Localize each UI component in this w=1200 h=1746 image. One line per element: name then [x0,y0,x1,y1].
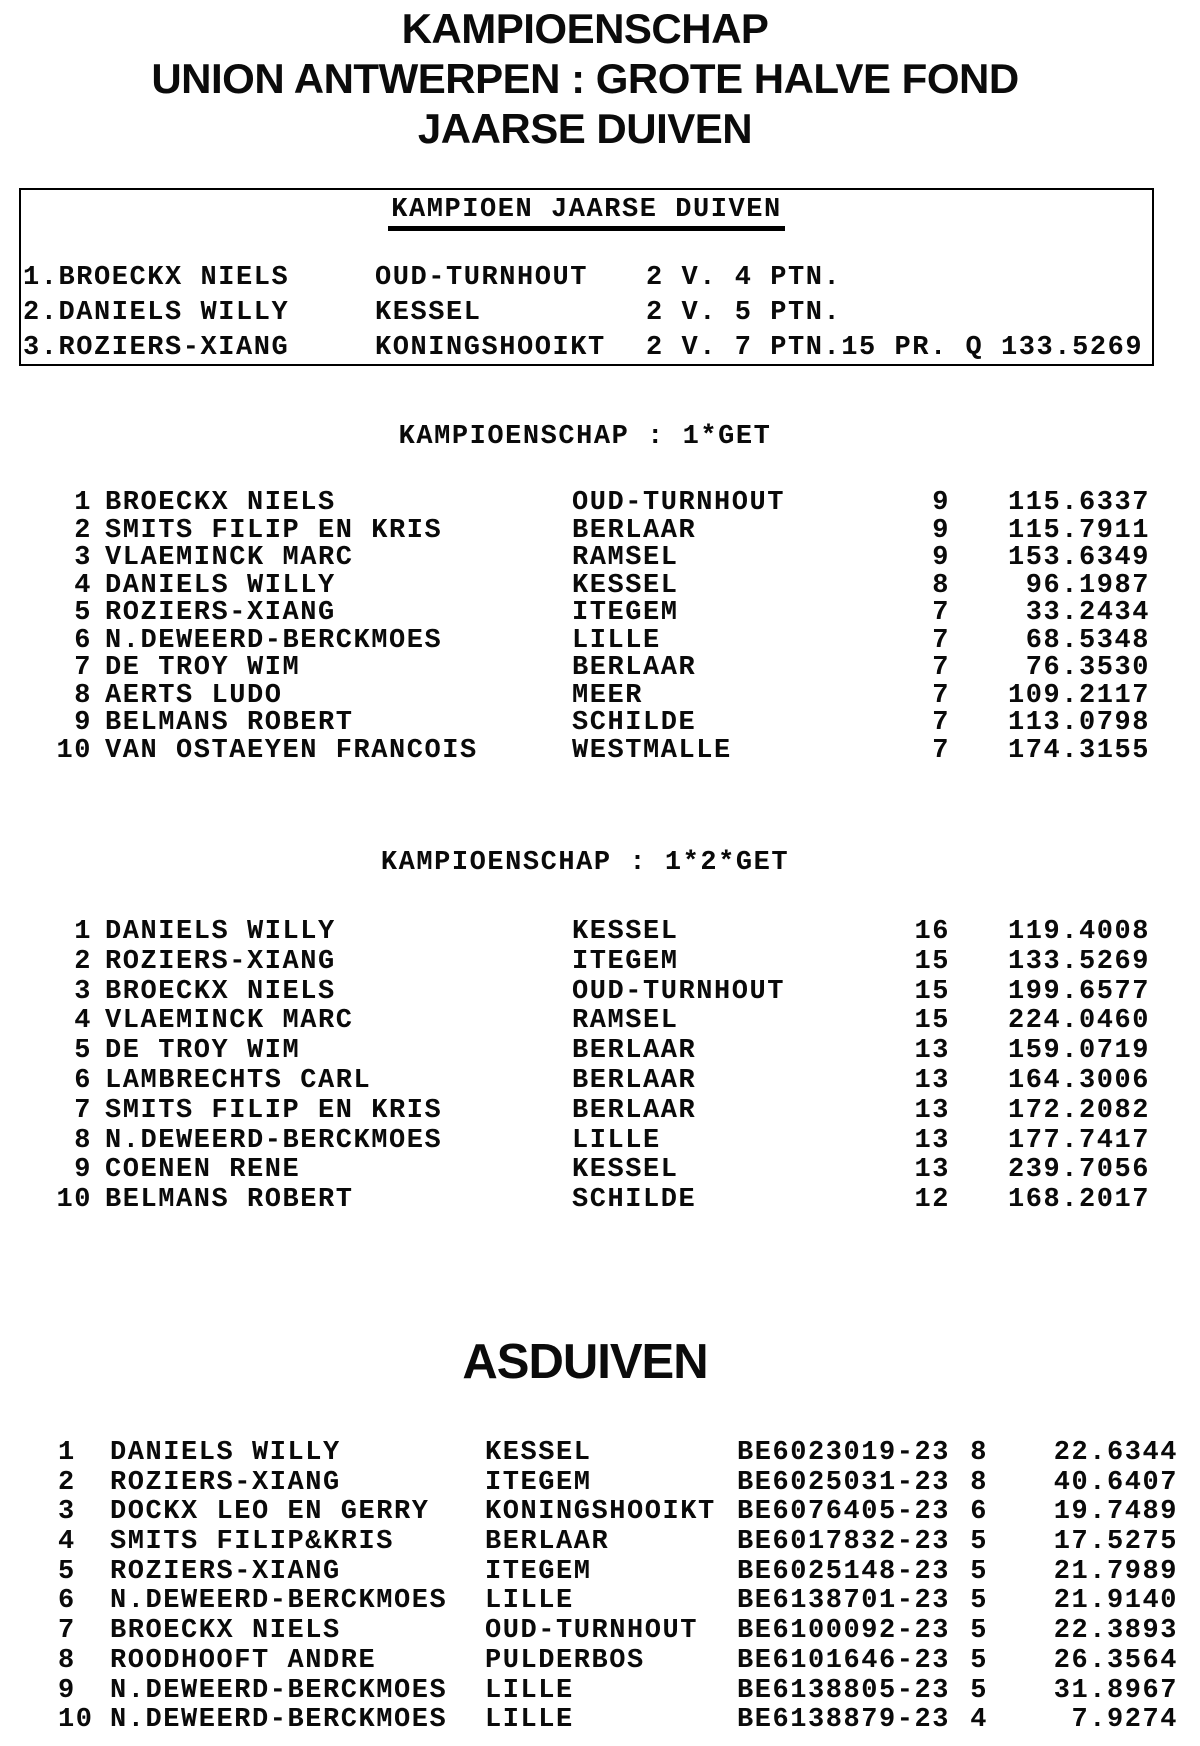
champion-result-cell: 2 V. 4 PTN. [646,263,842,293]
name-cell: DE TROY WIM [105,1036,301,1067]
prize-count-cell: 13 [914,1155,950,1186]
city-cell: RAMSEL [572,1006,679,1037]
city-cell: LILLE [485,1586,574,1617]
city-cell: KESSEL [485,1438,592,1468]
city-cell: OUD-TURNHOUT [485,1616,699,1647]
champion-name-cell: 3.ROZIERS-XIANG [23,333,290,363]
table-row [0,600,1200,628]
name-cell: ROODHOOFT ANDRE [110,1645,377,1676]
city-cell: RAMSEL [572,543,679,573]
champion-box [19,188,1154,366]
coefficient-cell: 177.7417 [1007,1125,1150,1156]
city-cell: LILLE [485,1705,574,1736]
section-1-heading: KAMPIOENSCHAP : 1*GET [398,422,772,452]
title-line-2: UNION ANTWERPEN : GROTE HALVE FOND [151,55,1019,102]
rank-cell: 6 [58,1586,76,1617]
name-cell: DE TROY WIM [105,653,301,683]
city-cell: LILLE [572,625,661,656]
prize-count-cell: 7 [932,735,950,766]
prize-count-cell: 4 [970,1705,988,1736]
name-cell: VLAEMINCK MARC [105,543,354,573]
rank-cell: 7 [74,1095,92,1126]
coefficient-cell: 153.6349 [1007,543,1150,573]
table-row [0,490,1200,518]
prize-count-cell: 7 [932,598,950,628]
coefficient-cell: 174.3155 [1007,735,1150,766]
table-row [0,1558,1200,1588]
prize-count-cell: 12 [914,1185,950,1216]
name-cell: N.DEWEERD-BERCKMOES [110,1586,448,1617]
table-row [0,1677,1200,1707]
coefficient-cell: 96.1987 [1025,570,1150,601]
table-row [0,978,1200,1008]
city-cell: ITEGEM [572,598,679,628]
prize-count-cell: 8 [932,570,950,601]
city-cell: SCHILDE [572,708,697,738]
name-cell: SMITS FILIP&KRIS [110,1527,395,1558]
city-cell: MEER [572,680,644,711]
rank-cell: 10 [56,1185,92,1216]
coefficient-cell: 159.0719 [1007,1036,1150,1067]
champion-name-cell: 2.DANIELS WILLY [23,298,290,328]
rank-cell: 8 [74,680,92,711]
prize-count-cell: 7 [932,653,950,683]
table-row [0,545,1200,573]
coefficient-cell: 115.7911 [1007,515,1150,546]
name-cell: ROZIERS-XIANG [110,1556,341,1587]
table-row [0,1067,1200,1097]
city-cell: BERLAAR [572,1036,697,1067]
name-cell: COENEN RENE [105,1155,301,1186]
name-cell: SMITS FILIP EN KRIS [105,1095,443,1126]
city-cell: BERLAAR [572,1065,697,1096]
table-row [0,1156,1200,1186]
table-row [0,948,1200,978]
table-row [0,1587,1200,1617]
table-row [0,1127,1200,1157]
coefficient-cell: 21.9140 [1053,1586,1178,1617]
table-row [0,1439,1200,1469]
rank-cell: 4 [74,1006,92,1037]
city-cell: KESSEL [572,917,679,947]
coefficient-cell: 119.4008 [1007,917,1150,947]
table-row [0,1097,1200,1127]
coefficient-cell: 224.0460 [1007,1006,1150,1037]
coefficient-cell: 26.3564 [1053,1645,1178,1676]
coefficient-cell: 109.2117 [1007,680,1150,711]
rank-cell: 5 [74,598,92,628]
city-cell: OUD-TURNHOUT [572,976,786,1007]
table-row [0,655,1200,683]
city-cell: BERLAAR [572,1095,697,1126]
city-cell: SCHILDE [572,1185,697,1216]
champion-city-cell: OUD-TURNHOUT [375,263,589,293]
city-cell: OUD-TURNHOUT [572,488,786,518]
coefficient-cell: 199.6577 [1007,976,1150,1007]
name-cell: N.DEWEERD-BERCKMOES [105,1125,443,1156]
city-cell: ITEGEM [485,1556,592,1587]
ring-number-cell: BE6025148-23 [737,1556,951,1587]
rank-cell: 8 [58,1645,76,1676]
name-cell: N.DEWEERD-BERCKMOES [110,1705,448,1736]
rank-cell: 1 [74,488,92,518]
prize-count-cell: 5 [970,1645,988,1676]
rank-cell: 4 [58,1527,76,1558]
ring-number-cell: BE6100092-23 [737,1616,951,1647]
table-row [0,680,1200,711]
table-row [0,1617,1200,1647]
table-row [0,710,1200,738]
rank-cell: 1 [58,1438,76,1468]
city-cell: BERLAAR [572,515,697,546]
coefficient-cell: 22.6344 [1053,1438,1178,1468]
rank-cell: 3 [74,976,92,1007]
coefficient-cell: 31.8967 [1053,1675,1178,1706]
prize-count-cell: 9 [932,488,950,518]
name-cell: VLAEMINCK MARC [105,1006,354,1037]
coefficient-cell: 33.2434 [1025,598,1150,628]
name-cell: ROZIERS-XIANG [105,598,336,628]
coefficient-cell: 19.7489 [1053,1497,1178,1528]
rank-cell: 3 [74,543,92,573]
rank-cell: 6 [74,1065,92,1096]
prize-count-cell: 13 [914,1095,950,1126]
prize-count-cell: 15 [914,976,950,1007]
champion-name-cell: 1.BROECKX NIELS [23,263,290,293]
city-cell: BERLAAR [572,653,697,683]
rank-cell: 9 [74,1155,92,1186]
rank-cell: 10 [58,1705,94,1736]
prize-count-cell: 8 [970,1467,988,1498]
table-row [0,735,1200,766]
prize-count-cell: 5 [970,1616,988,1647]
rank-cell: 2 [74,515,92,546]
asduiven-title: ASDUIVEN [462,1335,708,1389]
rank-cell: 3 [58,1497,76,1528]
coefficient-cell: 22.3893 [1053,1616,1178,1647]
name-cell: SMITS FILIP EN KRIS [105,515,443,546]
table-row [0,1498,1200,1528]
rank-cell: 7 [58,1616,76,1647]
city-cell: KONINGSHOOIKT [485,1497,716,1528]
title-line-3: JAARSE DUIVEN [417,105,753,152]
section-2-table [0,918,1200,1216]
name-cell: VAN OSTAEYEN FRANCOIS [105,735,478,766]
table-row [0,1528,1200,1558]
coefficient-cell: 115.6337 [1007,488,1150,518]
prize-count-cell: 13 [914,1065,950,1096]
champion-box-heading: KAMPIOEN JAARSE DUIVEN [388,195,785,231]
champion-row [23,296,1150,331]
rank-cell: 7 [74,653,92,683]
city-cell: PULDERBOS [485,1645,645,1676]
document-title [0,4,1170,154]
prize-count-cell: 9 [932,515,950,546]
champion-row [23,261,1150,296]
rank-cell: 2 [58,1467,76,1498]
rank-cell: 9 [74,708,92,738]
prize-count-cell: 5 [970,1675,988,1706]
champion-city-cell: KONINGSHOOIKT [375,333,606,363]
prize-count-cell: 5 [970,1586,988,1617]
prize-count-cell: 8 [970,1438,988,1468]
prize-count-cell: 13 [914,1036,950,1067]
city-cell: BERLAAR [485,1527,610,1558]
table-row [0,625,1200,656]
rank-cell: 4 [74,570,92,601]
ring-number-cell: BE6138805-23 [737,1675,951,1706]
champion-box-heading-row [21,195,1152,231]
city-cell: LILLE [485,1675,574,1706]
name-cell: ROZIERS-XIANG [110,1467,341,1498]
prize-count-cell: 6 [970,1497,988,1528]
ring-number-cell: BE6138879-23 [737,1705,951,1736]
champion-row [23,331,1150,366]
table-row [0,1706,1200,1736]
prize-count-cell: 16 [914,917,950,947]
name-cell: DANIELS WILLY [105,570,336,601]
table-row [0,1469,1200,1499]
city-cell: KESSEL [572,570,679,601]
city-cell: ITEGEM [572,946,679,977]
section-2-heading: KAMPIOENSCHAP : 1*2*GET [380,848,790,878]
table-row [0,918,1200,948]
name-cell: LAMBRECHTS CARL [105,1065,372,1096]
champion-city-cell: KESSEL [375,298,482,328]
coefficient-cell: 17.5275 [1053,1527,1178,1558]
name-cell: BROECKX NIELS [110,1616,341,1647]
champion-result-cell: 2 V. 5 PTN. [646,298,842,328]
title-line-1: KAMPIOENSCHAP [401,5,769,52]
city-cell: KESSEL [572,1155,679,1186]
asduiven-table [0,1439,1200,1736]
city-cell: ITEGEM [485,1467,592,1498]
prize-count-cell: 5 [970,1527,988,1558]
ring-number-cell: BE6023019-23 [737,1438,951,1468]
section-1-table [0,490,1200,765]
prize-count-cell: 5 [970,1556,988,1587]
ring-number-cell: BE6076405-23 [737,1497,951,1528]
table-row [0,1647,1200,1677]
table-row [0,1037,1200,1067]
name-cell: DANIELS WILLY [105,917,336,947]
rank-cell: 8 [74,1125,92,1156]
name-cell: BELMANS ROBERT [105,1185,354,1216]
ring-number-cell: BE6101646-23 [737,1645,951,1676]
ring-number-cell: BE6138701-23 [737,1586,951,1617]
coefficient-cell: 21.7989 [1053,1556,1178,1587]
rank-cell: 1 [74,917,92,947]
rank-cell: 10 [56,735,92,766]
coefficient-cell: 168.2017 [1007,1185,1150,1216]
name-cell: ROZIERS-XIANG [105,946,336,977]
coefficient-cell: 113.0798 [1007,708,1150,738]
prize-count-cell: 7 [932,625,950,656]
rank-cell: 9 [58,1675,76,1706]
prize-count-cell: 13 [914,1125,950,1156]
rank-cell: 2 [74,946,92,977]
city-cell: LILLE [572,1125,661,1156]
table-row [0,570,1200,601]
rank-cell: 5 [58,1556,76,1587]
prize-count-cell: 9 [932,543,950,573]
table-row [0,1186,1200,1216]
name-cell: DANIELS WILLY [110,1438,341,1468]
ring-number-cell: BE6017832-23 [737,1527,951,1558]
coefficient-cell: 133.5269 [1007,946,1150,977]
prize-count-cell: 7 [932,708,950,738]
table-row [0,515,1200,546]
prize-count-cell: 15 [914,946,950,977]
rank-cell: 5 [74,1036,92,1067]
name-cell: N.DEWEERD-BERCKMOES [110,1675,448,1706]
name-cell: BROECKX NIELS [105,976,336,1007]
champion-box-rows [23,261,1150,366]
coefficient-cell: 76.3530 [1025,653,1150,683]
coefficient-cell: 68.5348 [1025,625,1150,656]
name-cell: BELMANS ROBERT [105,708,354,738]
coefficient-cell: 172.2082 [1007,1095,1150,1126]
name-cell: N.DEWEERD-BERCKMOES [105,625,443,656]
name-cell: DOCKX LEO EN GERRY [110,1497,430,1528]
prize-count-cell: 15 [914,1006,950,1037]
coefficient-cell: 40.6407 [1053,1467,1178,1498]
name-cell: BROECKX NIELS [105,488,336,518]
prize-count-cell: 7 [932,680,950,711]
coefficient-cell: 164.3006 [1007,1065,1150,1096]
coefficient-cell: 239.7056 [1007,1155,1150,1186]
name-cell: AERTS LUDO [105,680,283,711]
champion-result-cell: 2 V. 7 PTN.15 PR. Q 133.5269 [646,333,1144,363]
city-cell: WESTMALLE [572,735,732,766]
rank-cell: 6 [74,625,92,656]
coefficient-cell: 7.9274 [1071,1705,1178,1736]
table-row [0,1007,1200,1037]
ring-number-cell: BE6025031-23 [737,1467,951,1498]
